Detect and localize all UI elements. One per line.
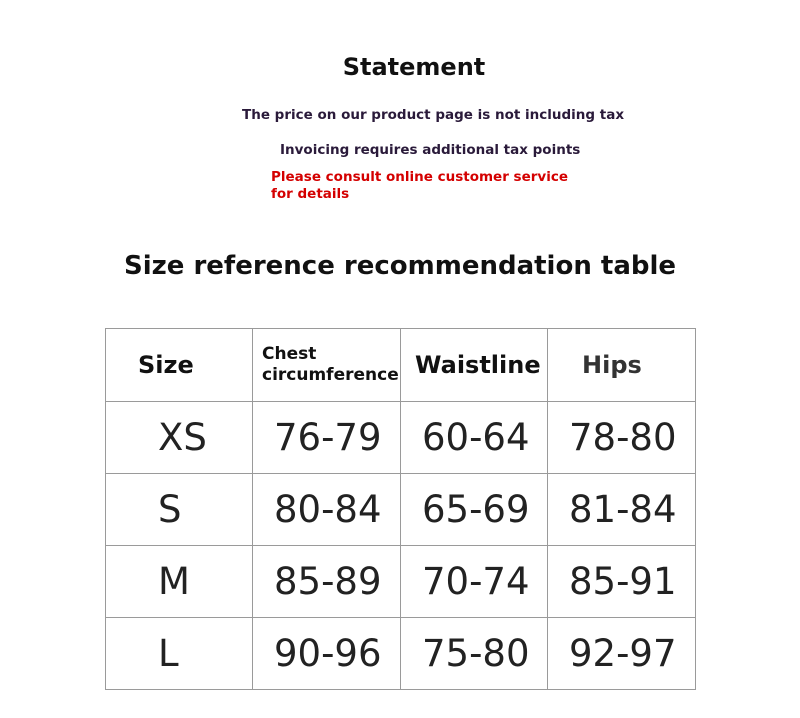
cell-size: L — [106, 618, 253, 690]
cell-hips: 78-80 — [548, 402, 696, 474]
table-row — [106, 402, 696, 474]
cell-size: S — [106, 474, 253, 546]
size-table-title: Size reference recommendation table — [123, 251, 677, 281]
statement-title: Statement — [342, 53, 486, 81]
cell-waist: 60-64 — [401, 402, 548, 474]
cell-size: M — [106, 546, 253, 618]
header-hips: Hips — [548, 329, 696, 402]
cell-chest: 80-84 — [253, 474, 401, 546]
cell-waist: 70-74 — [401, 546, 548, 618]
invoice-note: Invoicing requires additional tax points — [280, 142, 581, 158]
cell-hips: 92-97 — [548, 618, 696, 690]
table-row — [106, 546, 696, 618]
consult-note: Please consult online customer service for details — [271, 169, 568, 202]
table-row — [106, 618, 696, 690]
cell-chest: 90-96 — [253, 618, 401, 690]
header-waist: Waistline — [401, 329, 548, 402]
header-chest: Chest circumference — [253, 329, 401, 402]
table-row — [106, 474, 696, 546]
header-size: Size — [106, 329, 253, 402]
cell-chest: 76-79 — [253, 402, 401, 474]
cell-waist: 75-80 — [401, 618, 548, 690]
cell-size: XS — [106, 402, 253, 474]
cell-hips: 85-91 — [548, 546, 696, 618]
table-header-row — [106, 329, 696, 402]
size-reference-table — [105, 328, 696, 690]
cell-hips: 81-84 — [548, 474, 696, 546]
tax-note: The price on our product page is not including tax — [242, 107, 625, 123]
cell-waist: 65-69 — [401, 474, 548, 546]
cell-chest: 85-89 — [253, 546, 401, 618]
